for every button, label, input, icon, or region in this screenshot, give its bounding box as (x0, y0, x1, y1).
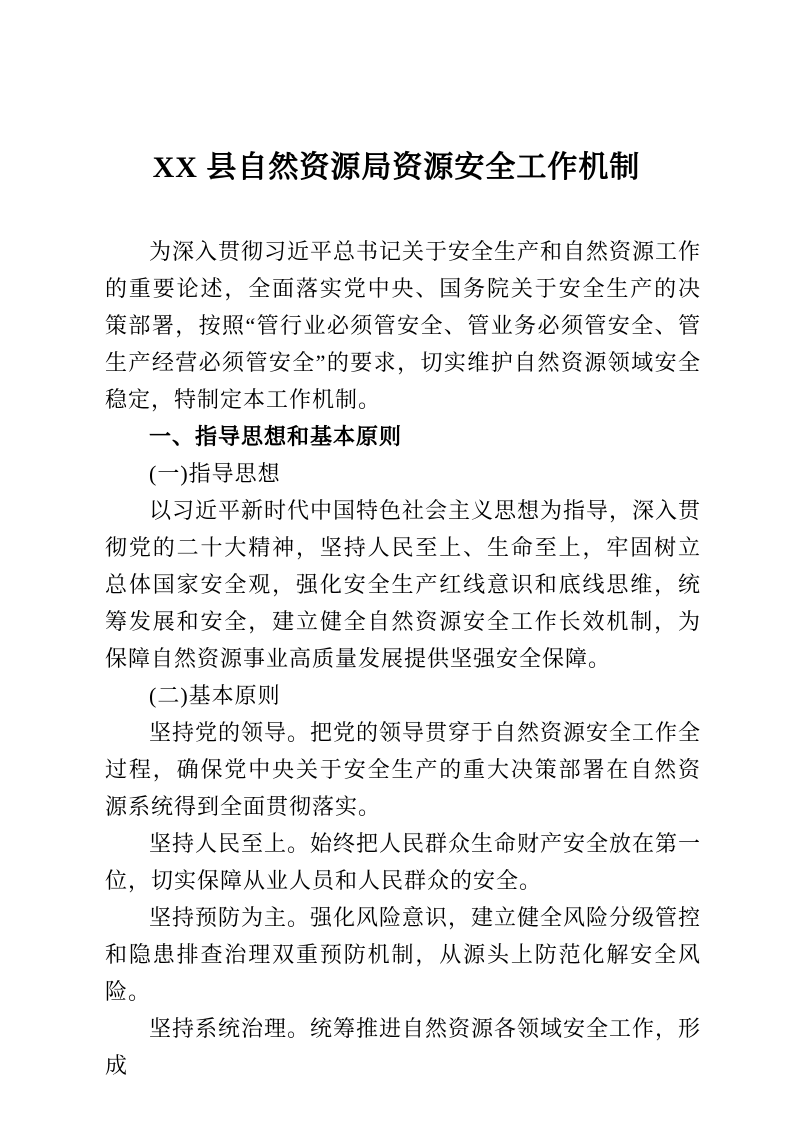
paragraph-principle-party-leadership: 坚持党的领导。把党的领导贯穿于自然资源安全工作全过程，确保党中央关于安全生产的重大决策部署在自然资源系统得到全面贯彻落实。 (105, 720, 702, 819)
paragraph-intro: 为深入贯彻习近平总书记关于安全生产和自然资源工作的重要论述，全面落实党中央、国务院关于安全生产的决策部署，按照“管行业必须管安全、管业务必须管安全、管生产经营必须管安全”的要求，切实维护自然资源领域安全稳定，特制定本工作机制。 (105, 239, 702, 412)
paragraph-principle-people-first: 坚持人民至上。始终把人民群众生命财产安全放在第一位，切实保障从业人员和人民群众的安全。 (105, 831, 702, 893)
paragraph-principle-systematic-governance: 坚持系统治理。统筹推进自然资源各领域安全工作，形成 (105, 1016, 702, 1078)
paragraph-principle-prevention-first: 坚持预防为主。强化风险意识，建立健全风险分级管控和隐患排查治理双重预防机制，从源头上防范化解安全风险。 (105, 905, 702, 1004)
subsection-heading-basic-principles: (二)基本原则 (149, 683, 281, 708)
paragraph-guiding-thought: 以习近平新时代中国特色社会主义思想为指导，深入贯彻党的二十大精神，坚持人民至上、生命至上，牢固树立总体国家安全观，强化安全生产红线意识和底线思维，统筹发展和安全，建立健全自然资源安全工作长效机制，为保障自然资源事业高质量发展提供坚强安全保障。 (105, 498, 702, 671)
section-heading-guiding-thought-and-principles: 一、指导思想和基本原则 (149, 424, 403, 449)
document-body (105, 233, 701, 1084)
document-title: XX 县自然资源局资源安全工作机制 (152, 151, 641, 184)
subsection-heading-guiding-thought: (一)指导思想 (149, 461, 281, 486)
